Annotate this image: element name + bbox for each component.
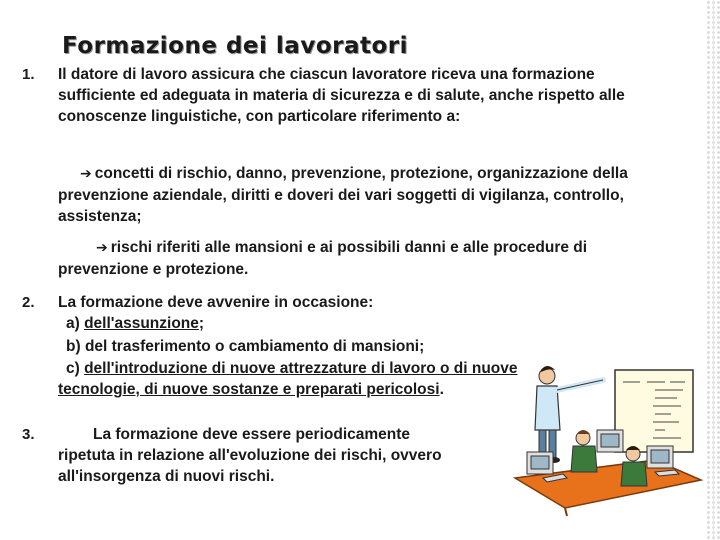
page-title: Formazione dei lavoratori — [62, 33, 408, 59]
worker-figure — [571, 430, 597, 472]
item-3-number: 3. — [22, 426, 35, 443]
right-arrow-icon: ➔ — [96, 240, 108, 256]
occasion-c-suffix: . — [439, 381, 444, 398]
occasion-c-underlined: dell'introduzione di nuove attrezzature di lavoro o di nuove tecnologie, di nuove sostanze e preparati pericolosi — [58, 360, 518, 398]
computer-monitor — [527, 452, 553, 474]
subpoint-1-text: concetti di rischio, danno, prevenzione, protezione, organizzazione della prevenzione aziendale, diritti e doveri dei vari soggetti di vigilanza, controllo, assistenza; — [58, 165, 628, 225]
computer-monitor — [647, 446, 673, 468]
item-2-number: 2. — [22, 294, 35, 311]
item-1-number: 1. — [22, 66, 35, 83]
subpoint-2-text: rischi riferiti alle mansioni e ai possibili danni e alle procedure di prevenzione e protezione. — [58, 239, 588, 278]
subpoint-1 — [58, 163, 658, 227]
right-arrow-icon: ➔ — [80, 166, 92, 182]
training-classroom-clipart — [505, 360, 705, 520]
item-2-text: La formazione deve avvenire in occasione: — [58, 294, 374, 311]
occasion-a-underlined: dell'assunzione — [84, 315, 199, 332]
computer-monitor — [597, 430, 623, 452]
occasion-a-prefix: a) — [66, 315, 85, 332]
occasion-c-prefix: c) — [66, 360, 85, 377]
item-3-text: La formazione deve essere periodicamente ripetuta in relazione all'evoluzione dei rischi, ovvero all'insorgenza di nuovi rischi. — [58, 426, 442, 485]
occasion-a-suffix: ; — [198, 315, 205, 332]
item-1-text: Il datore di lavoro assicura che ciascun lavoratore riceva una formazione sufficiente ed adeguata in materia di sicurezza e di salute, anche rispetto alle conoscenze linguistiche, con particolare riferimento a: — [58, 66, 625, 125]
slide-border-line — [713, 0, 714, 540]
occasion-b-prefix: b) — [66, 338, 85, 355]
occasion-b-text: del trasferimento o cambiamento di mansioni; — [84, 338, 425, 355]
subpoint-2 — [58, 237, 658, 280]
occasion-a — [66, 313, 204, 334]
occasion-b — [66, 336, 424, 357]
